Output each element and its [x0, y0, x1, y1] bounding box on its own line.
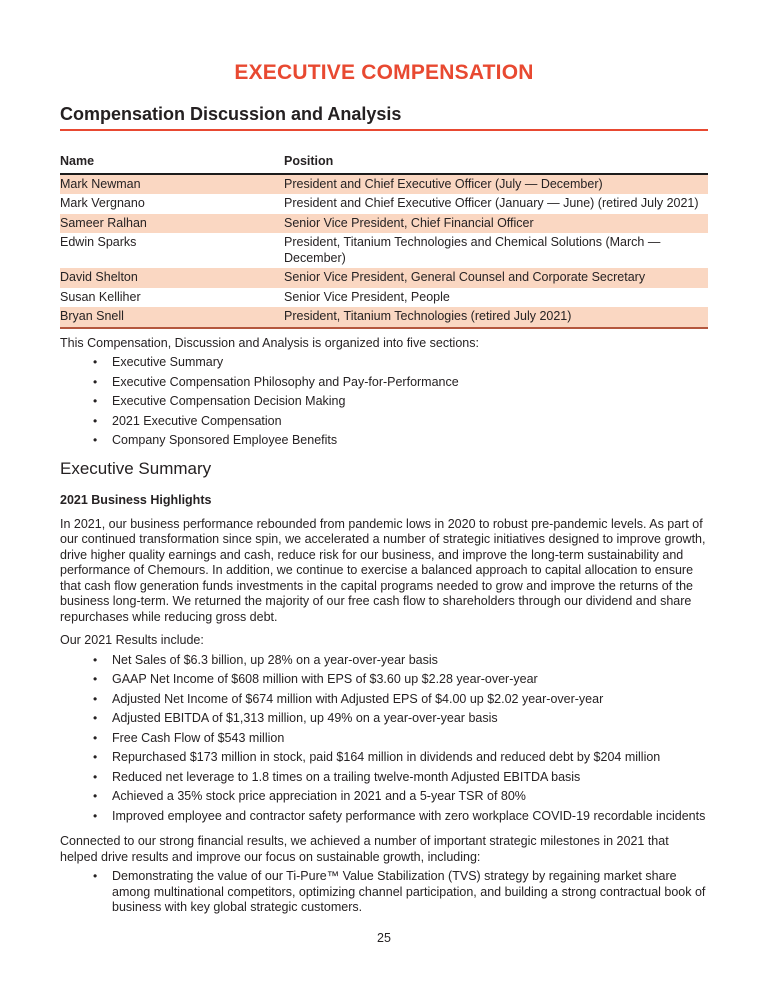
- list-item: • Improved employee and contractor safety performance with zero workplace COVID-19 recordable incidents: [60, 809, 708, 825]
- list-item: • Net Sales of $6.3 billion, up 28% on a year-over-year basis: [60, 653, 708, 669]
- list-item: • GAAP Net Income of $608 million with EPS of $3.60 up $2.28 year-over-year: [60, 672, 708, 688]
- list-item: • Demonstrating the value of our Ti-Pure™ Value Stabilization (TVS) strategy by regaining market share among multinational competitors, optimizing channel participation, and building a strong contractual book of business with key global strategic customers.: [60, 869, 708, 916]
- list-item: • Reduced net leverage to 1.8 times on a trailing twelve-month Adjusted EBITDA basis: [60, 770, 708, 786]
- officer-name: Bryan Snell: [60, 307, 284, 328]
- officer-position: President, Titanium Technologies (retired July 2021): [284, 307, 708, 328]
- table-row: [60, 194, 708, 214]
- table-row: [60, 268, 708, 288]
- sections-intro: This Compensation, Discussion and Analysis is organized into five sections:: [60, 335, 479, 350]
- section-heading: Compensation Discussion and Analysis: [60, 104, 708, 131]
- milestones-paragraph: Connected to our strong financial results, we achieved a number of important strategic milestones in 2021 that helped drive results and improve our focus on sustainable growth, including:: [60, 834, 669, 864]
- officer-name: Sameer Ralhan: [60, 214, 284, 234]
- column-header-name: Name: [60, 153, 284, 174]
- table-row: [60, 174, 708, 195]
- table-row: [60, 307, 708, 328]
- officer-name: Mark Vergnano: [60, 196, 145, 210]
- list-item: • Adjusted EBITDA of $1,313 million, up 49% on a year-over-year basis: [60, 711, 708, 727]
- officer-name: Edwin Sparks: [60, 235, 137, 249]
- milestones-list: [60, 869, 708, 916]
- officer-position: Senior Vice President, People: [284, 289, 450, 304]
- page-title: EXECUTIVE COMPENSATION: [234, 61, 534, 84]
- table-row: [60, 214, 708, 234]
- list-item: • Executive Compensation Decision Making: [60, 394, 708, 410]
- officer-position: Senior Vice President, Chief Financial Officer: [284, 214, 708, 234]
- list-item: • Free Cash Flow of $543 million: [60, 731, 708, 747]
- officer-name: Susan Kelliher: [60, 289, 141, 304]
- officer-position: President, Titanium Technologies and Chemical Solutions (March — December): [284, 235, 661, 265]
- officer-position: President and Chief Executive Officer (July — December): [284, 174, 708, 195]
- table-row: [60, 233, 708, 268]
- officer-position: President and Chief Executive Officer (January — June) (retired July 2021): [284, 196, 699, 210]
- sections-list: [60, 355, 708, 449]
- page-number: 25: [377, 930, 391, 945]
- results-list: [60, 653, 708, 825]
- list-item: • Adjusted Net Income of $674 million with Adjusted EPS of $4.00 up $2.02 year-over-year: [60, 692, 708, 708]
- list-item: • Company Sponsored Employee Benefits: [60, 433, 708, 449]
- officers-table: [60, 153, 708, 329]
- results-lead: Our 2021 Results include:: [60, 633, 204, 647]
- table-row: [60, 288, 708, 308]
- list-item: • Executive Summary: [60, 355, 708, 371]
- list-item: • Achieved a 35% stock price appreciation in 2021 and a 5-year TSR of 80%: [60, 789, 708, 805]
- list-item: • Repurchased $173 million in stock, paid $164 million in dividends and reduced debt by $204 million: [60, 750, 708, 766]
- list-item: • 2021 Executive Compensation: [60, 414, 708, 430]
- table-header-row: [60, 153, 708, 174]
- business-highlights-heading: 2021 Business Highlights: [60, 492, 212, 507]
- executive-summary-heading: Executive Summary: [60, 458, 212, 478]
- officer-name: Mark Newman: [60, 174, 284, 195]
- business-highlights-paragraph: In 2021, our business performance rebounded from pandemic lows in 2020 to robust pre-pandemic levels. As part of our continued transformation since spin, we accelerated a number of strategic initiatives designed to improve growth, drive higher quality earnings and cash, reduce risk for our business, and improve the long-term sustainability and performance of Chemours. In addition, we continue to exercise a balanced approach to capital allocation to ensure that cash flow generation funds investments in the capital programs needed to grow and improve the returns of the business long-term. We returned the majority of our free cash flow to shareholders through our dividend and share repurchases while reducing gross debt.: [60, 516, 706, 624]
- list-item: • Executive Compensation Philosophy and Pay-for-Performance: [60, 375, 708, 391]
- column-header-position: Position: [284, 153, 708, 174]
- officer-position: Senior Vice President, General Counsel and Corporate Secretary: [284, 268, 708, 288]
- officer-name: David Shelton: [60, 268, 284, 288]
